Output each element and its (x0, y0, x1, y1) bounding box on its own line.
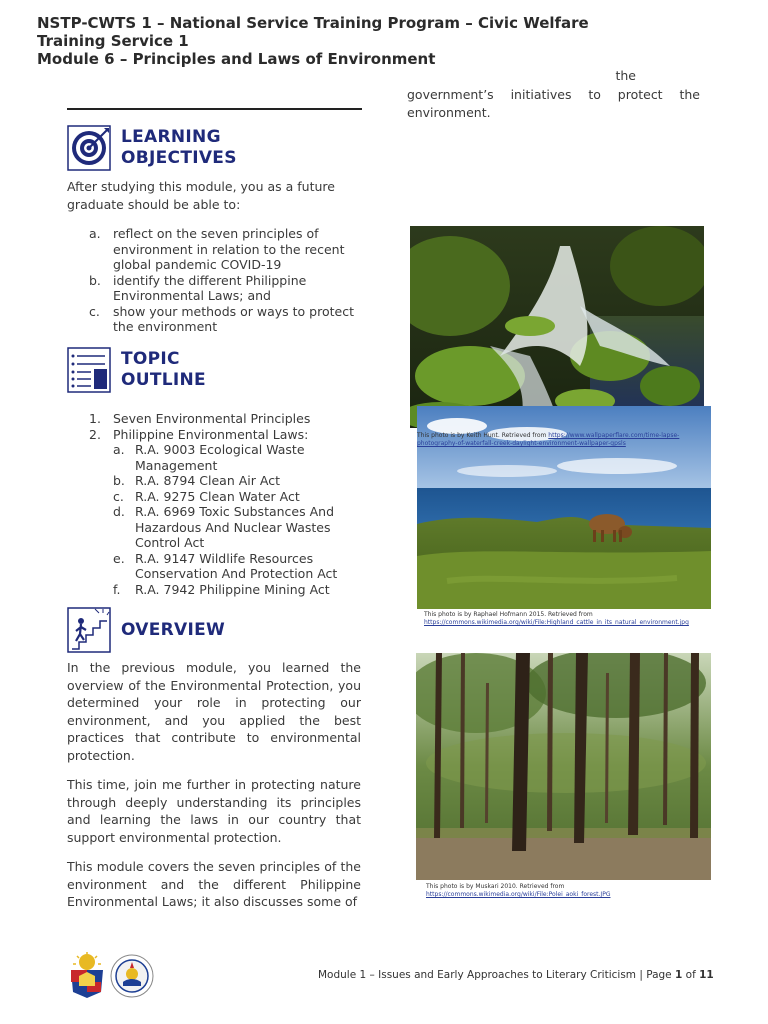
overview-paragraph-2: This time, join me further in protecting nature through deeply understanding its principles and learning the laws in our country that support environmental protection. (67, 777, 361, 845)
topic-outline-title: TOPIC OUTLINE (121, 349, 206, 390)
overview-heading (67, 606, 225, 654)
laws-list (113, 442, 363, 597)
waterfall-source-link[interactable]: https://www.wallpaperflare.com/time-lapse-photography-of-waterfall-creek-daylight-environment-wallpaper-gpsls (417, 432, 680, 447)
learning-objectives-heading (67, 124, 237, 172)
list-item: 1. Seven Environmental Principles (89, 411, 311, 426)
header-line-3: Module 6 – Principles and Laws of Environment (37, 50, 436, 68)
outline-list-icon (67, 346, 111, 394)
list-item: 2. Philippine Environmental Laws: (89, 426, 309, 442)
list-item: b. identify the different Philippine Environmental Laws; and (89, 272, 307, 303)
overview-paragraph-3: This module covers the seven principles of the environment and the different Philippine Environmental Laws; it also discusses some of (67, 859, 361, 909)
list-item: c. show your methods or ways to protect the environment (89, 303, 354, 334)
secondary-seal-logo (110, 954, 154, 998)
header-line-1: NSTP-CWTS 1 – National Service Training Program – Civic Welfare (37, 14, 589, 32)
section-divider (67, 108, 362, 110)
topic-outline-list (89, 411, 361, 442)
objectives-list (89, 226, 361, 335)
cattle-source-link[interactable]: https://commons.wikimedia.org/wiki/File:Highland_cattle_in_its_natural_environment.jpg (424, 619, 689, 626)
list-item: a. reflect on the seven principles of environment in relation to the recent global pandemic COVID-19 (89, 226, 345, 272)
list-item: c. R.A. 9275 Clean Water Act (113, 488, 300, 504)
list-item: b. R.A. 8794 Clean Air Act (113, 473, 280, 488)
forest-photo-caption: This photo is by Muskari 2010. Retrieved from https://commons.wikimedia.org/wiki/File:Polei_aoki_forest.JPG (426, 883, 611, 898)
continuation-text: government’s initiatives to protect the environment. (407, 87, 700, 120)
list-item: d. R.A. 6969 Toxic Substances And Hazardous And Nuclear Wastes Control Act (113, 504, 335, 550)
forest-source-link[interactable]: https://commons.wikimedia.org/wiki/File:Polei_aoki_forest.JPG (426, 891, 611, 898)
target-icon (67, 124, 111, 172)
learning-objectives-title: LEARNING OBJECTIVES (121, 127, 237, 168)
list-item: e. R.A. 9147 Wildlife Resources Conservation And Protection Act (113, 550, 338, 581)
stairs-climb-icon (67, 606, 111, 654)
topic-outline-heading (67, 346, 206, 394)
continuation-word: the (615, 68, 636, 83)
page-footer: Module 1 – Issues and Early Approaches to Literary Criticism | Page 1 of 11 (318, 969, 714, 981)
overview-paragraph-1: In the previous module, you learned the overview of the Environmental Protection, you determined your role in protecting our environment, and you applied the best practices that contribute to environmental protection. (67, 660, 361, 763)
waterfall-photo (410, 226, 704, 428)
header-line-2: Training Service 1 (37, 32, 189, 50)
objectives-intro: After studying this module, you as a future graduate should be able to: (67, 179, 335, 212)
forest-photo (416, 653, 711, 880)
cattle-photo-caption: This photo is by Raphael Hofmann 2015. Retrieved from https://commons.wikimedia.org/wiki/File:Highland_cattle_in_its_natural_environment.jpg (424, 611, 689, 626)
list-item: a. R.A. 9003 Ecological Waste Management (113, 442, 305, 473)
current-page-number: 1 (675, 969, 683, 981)
list-item: f. R.A. 7942 Philippine Mining Act (113, 581, 330, 597)
overview-title: OVERVIEW (121, 619, 226, 640)
total-page-count: 11 (699, 969, 714, 981)
waterfall-photo-caption: This photo is by Keith Hunt. Retrieved from https://www.wallpaperflare.com/time-lapse-photography-of-waterfall-creek-daylight-environment-wallpaper-gpsls (417, 432, 680, 447)
university-seal-logo (67, 952, 107, 1000)
document-header (37, 14, 737, 68)
